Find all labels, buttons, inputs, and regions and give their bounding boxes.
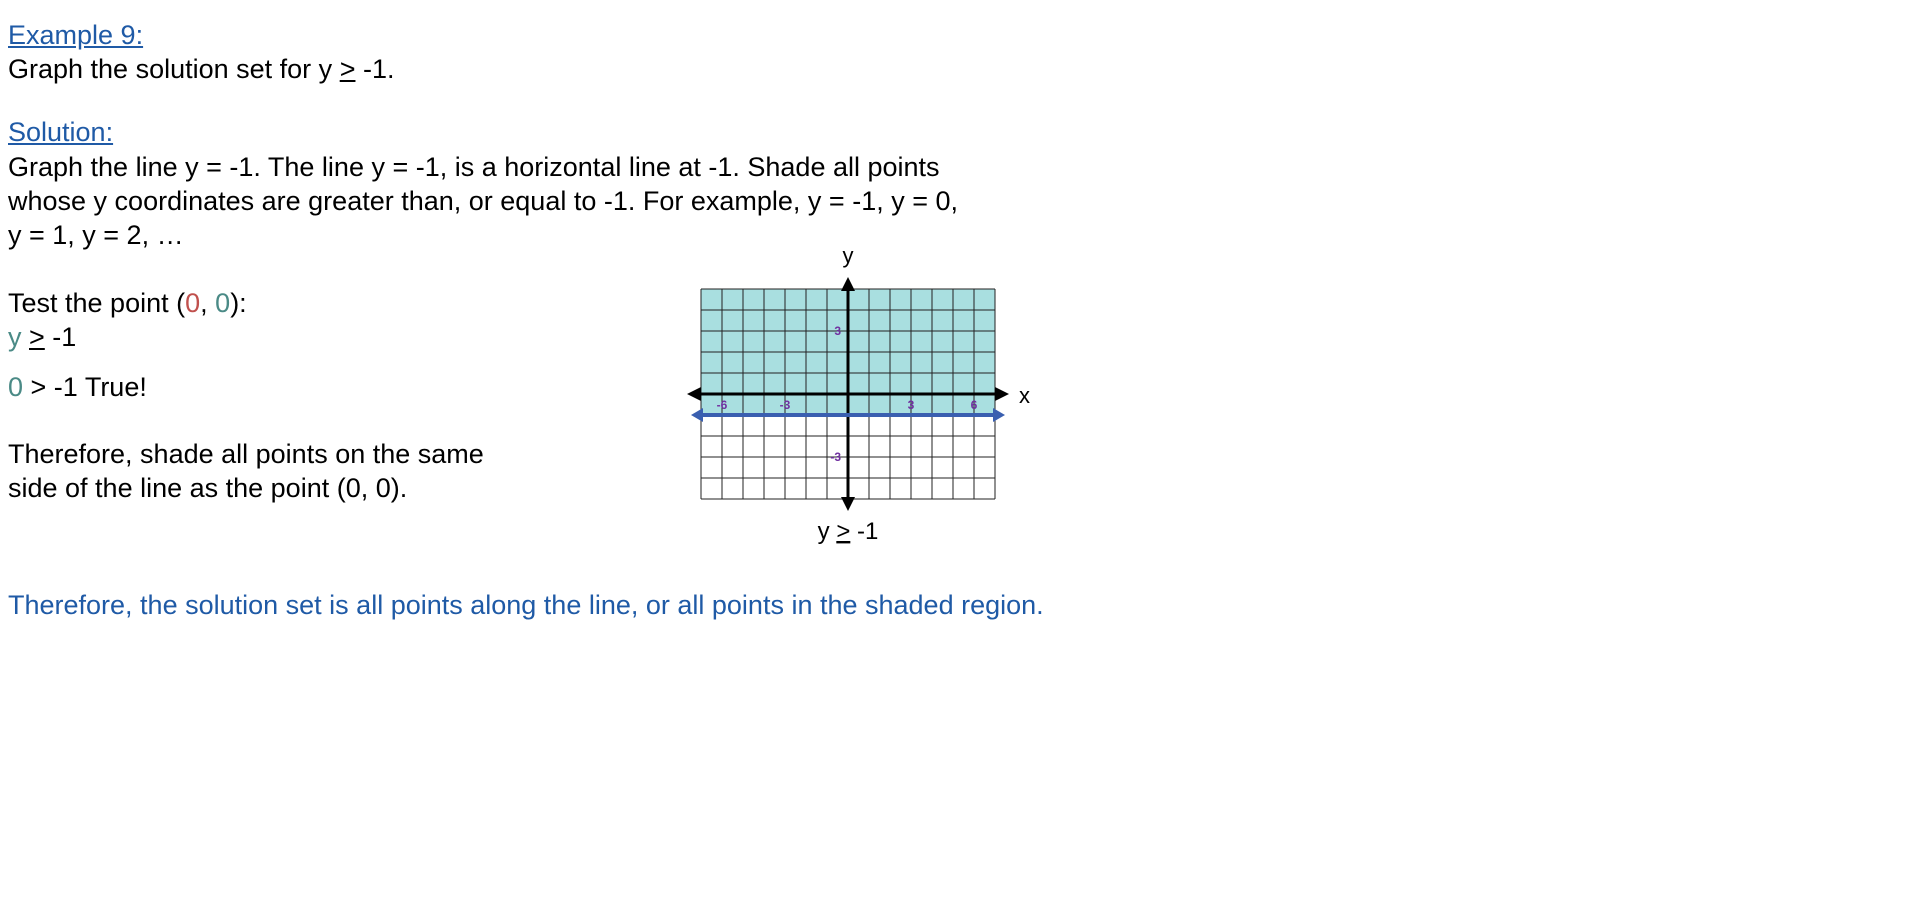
test-suffix: ):: [230, 288, 247, 318]
conclusion: Therefore, the solution set is all points along the line, or all points in the shaded region.: [8, 590, 1044, 620]
graph-caption: [818, 518, 879, 545]
problem-prefix: Graph the solution set for y: [8, 54, 340, 84]
test-result: [8, 370, 147, 404]
caption-var: y: [817, 518, 837, 545]
solution-line-3: y = 1, y = 2, …: [8, 220, 184, 250]
test-x-value: 0: [185, 288, 201, 318]
test-inequality: [8, 320, 76, 354]
test-ineq-rel: >: [29, 322, 45, 352]
caption-rest: -1: [850, 518, 879, 545]
y-tick-label: 3: [834, 324, 841, 338]
test-comma: ,: [200, 288, 216, 318]
test-result-rest: > -1 True!: [23, 372, 147, 402]
x-tick-label: -6: [716, 398, 728, 412]
test-ineq-rest: -1: [44, 322, 77, 352]
problem-suffix: -1.: [355, 54, 395, 84]
boundary-arrow-right: [993, 408, 1005, 422]
x-tick-label: 3: [907, 398, 915, 412]
y-axis-arrow-up: [841, 277, 855, 291]
example-heading: Example 9:: [8, 20, 144, 50]
x-axis-label: x: [1019, 383, 1030, 408]
test-point-line: [8, 286, 247, 320]
caption-rel: >: [836, 518, 851, 545]
inequality-graph: [680, 240, 1040, 555]
solution-heading: Solution:: [8, 117, 114, 147]
problem-statement: [8, 52, 394, 86]
y-axis-arrow-down: [841, 497, 855, 511]
x-tick-label: 6: [970, 398, 978, 412]
test-prefix: Test the point (: [8, 288, 186, 318]
solution-line-2: whose y coordinates are greater than, or equal to -1. For example, y = -1, y = 0,: [8, 186, 958, 216]
therefore-line-2: side of the line as the point (0, 0).: [8, 473, 408, 503]
test-ineq-var: y: [8, 322, 22, 352]
y-tick-label: -3: [830, 450, 841, 464]
solution-line-1: Graph the line y = -1. The line y = -1, is a horizontal line at -1. Shade all points: [8, 152, 940, 182]
test-result-value: 0: [8, 372, 24, 402]
boundary-arrow-left: [691, 408, 703, 422]
y-axis-label: y: [842, 243, 854, 268]
x-axis-arrow-left: [687, 387, 701, 401]
x-axis-arrow-right: [995, 387, 1009, 401]
therefore-line-1: Therefore, shade all points on the same: [8, 439, 484, 469]
problem-relation: >: [339, 54, 356, 84]
test-y-value: 0: [215, 288, 231, 318]
x-tick-label: -3: [779, 398, 791, 412]
